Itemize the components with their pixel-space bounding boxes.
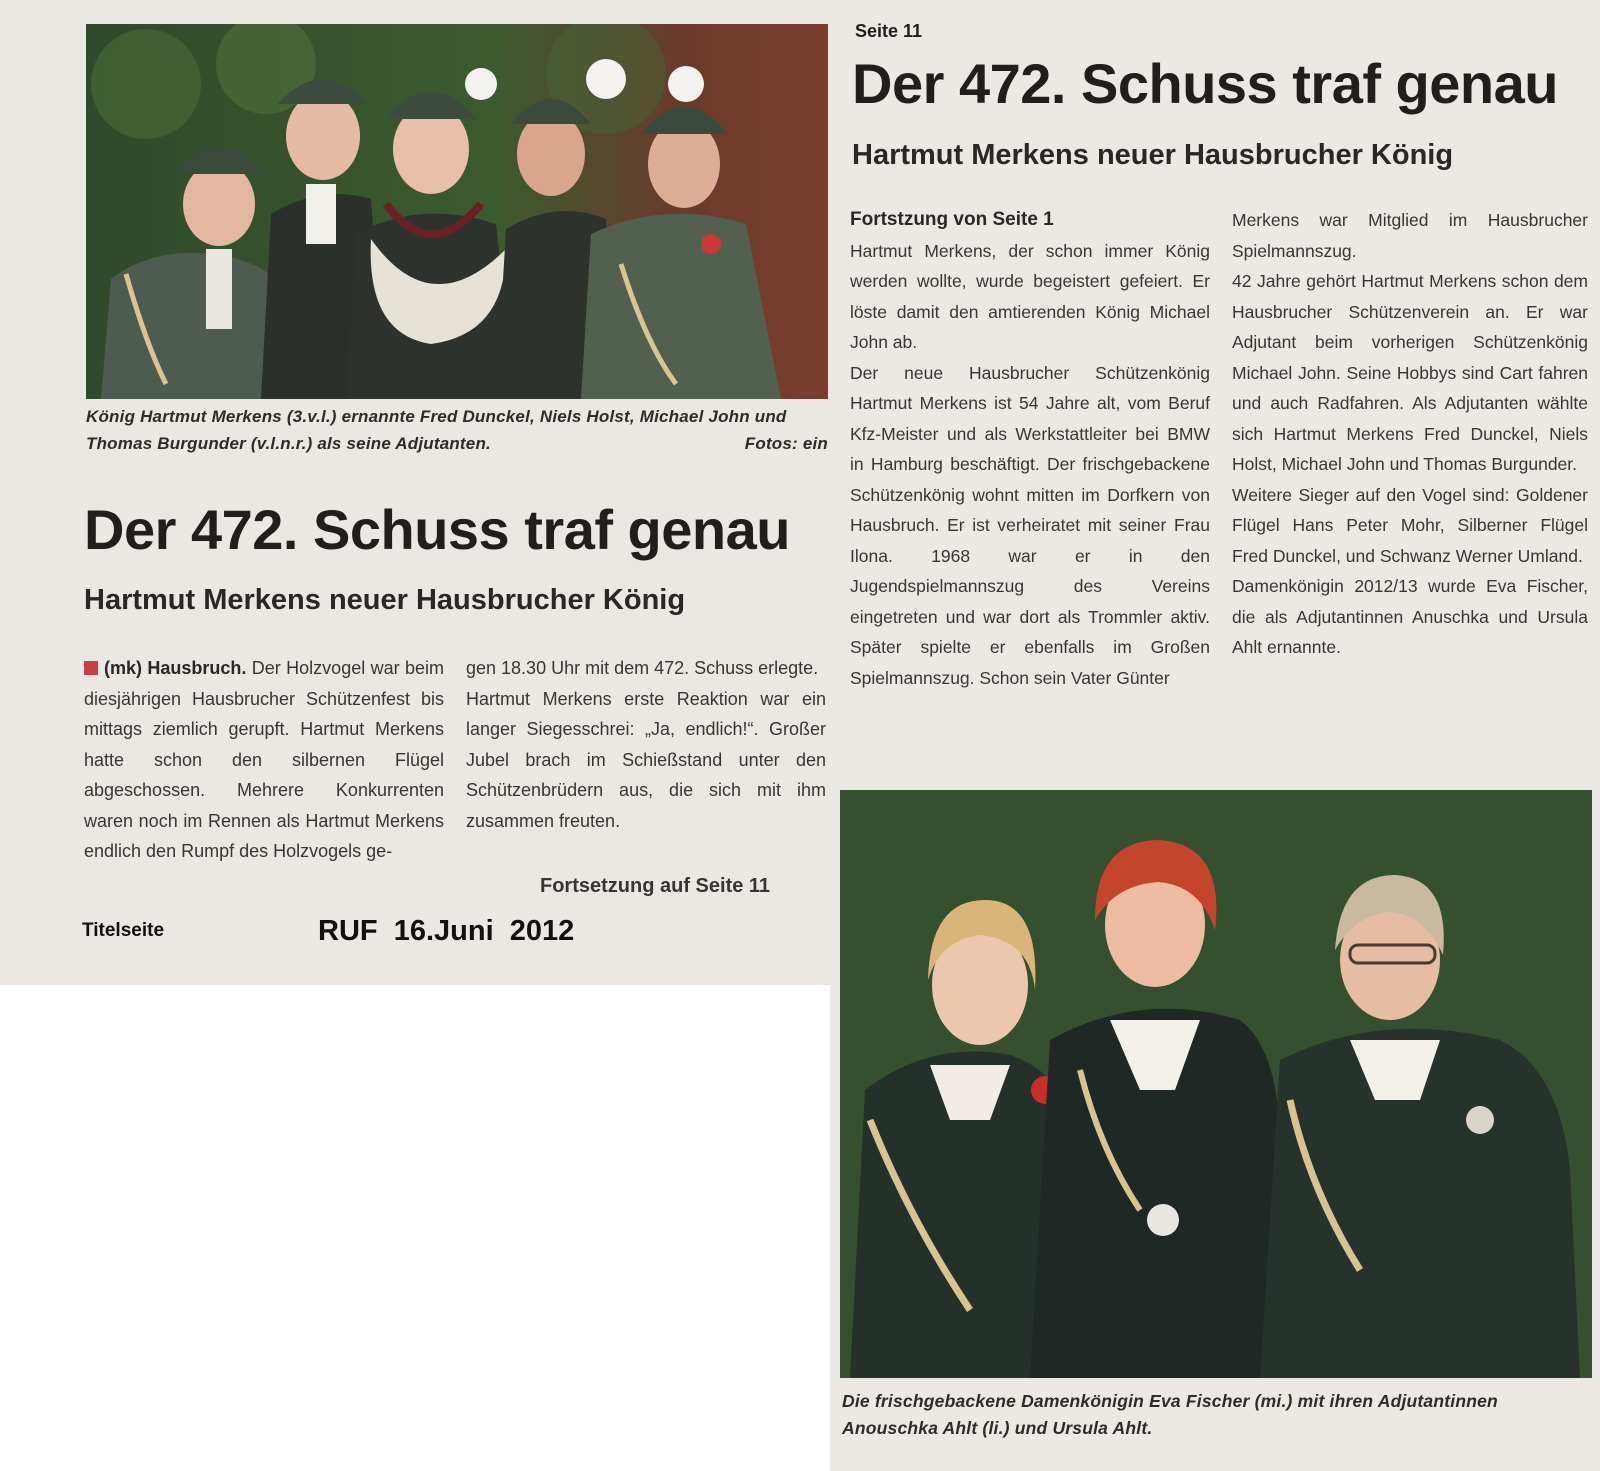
page11-col2-p4: Damenkönigin 2012/13 wurde Eva Fischer, die als Adjutantinnen Anuschka und Ursula Ahlt ernannte. [1232,576,1588,657]
page11-col2-p2: 42 Jahre gehört Hartmut Merkens schon dem Hausbrucher Schützenverein an. Er war Adjutant beim vorherigen Schützenkönig Michael John. Seine Hobbys sind Cart fahren und auch Radfahren. Als Adjutanten wählte sich Hartmut Merkens Fred Dunckel, Niels Holst, Michael John und Thomas Burgunder. [1232,271,1588,474]
page-11-clipping [830,0,1600,1471]
front-page-clipping [0,0,830,985]
front-headline: Der 472. Schuss traf genau [84,498,790,561]
front-col2-p1: gen 18.30 Uhr mit dem 472. Schuss erlegte. [466,658,819,678]
page11-col2-p1: Merkens war Mitglied im Hausbrucher Spielmannszug. [1232,210,1588,261]
caption-text: König Hartmut Merkens (3.v.l.) ernannte Fred Dunckel, Niels Holst, Michael John und Thomas Burgunder (v.l.n.r.) als seine Adjutanten. [86,407,787,453]
front-lead-paragraph [84,653,444,867]
page11-col1-p2: Der neue Hausbrucher Schützenkönig Hartmut Merkens ist 54 Jahre alt, vom Beruf Kfz-Meister und als Werkstattleiter bei BMW in Hamburg beschäftigt. Der frischgebackene Schützenkönig wohnt mitten im Dorfkern von Hausbruch. Er ist verheiratet mit seiner Frau Ilona. 1968 war er in den Jugendspielmannszug des Vereins eingetreten und war dort als Trommler aktiv. Später spielte er ebenfalls im Großen Spielmannszug. Schon sein Vater Günter [850,362,1210,688]
front-col2-p2: Hartmut Merkens erste Reaktion war ein langer Siegesschrei: „Ja, endlich!“. Großer Jubel brach im Schießstand unter den Schützenbrüdern aus, die sich mit ihm zusammen freuten. [466,688,826,831]
page11-col2-p3: Weitere Sieger auf den Vogel sind: Goldener Flügel Hans Peter Mohr, Silberner Flügel Fred Dunckel, und Schwanz Werner Umland. [1232,484,1588,566]
ladies-group-illustration [840,790,1592,1378]
kings-photo-caption [86,403,828,457]
section-label: Titelseite [82,920,165,941]
page11-subhead: Hartmut Merkens neuer Hausbrucher König [852,139,1454,171]
front-column-1 [84,653,444,867]
kicker: (mk) Hausbruch. [104,658,247,678]
section-marker [84,661,98,675]
kings-group-photo [86,24,828,399]
page11-col1-p1: Hartmut Merkens, der schon immer König werden wollte, wurde begeistert gefeiert. Er löste damit den amtierenden König Michael John ab. [850,240,1210,352]
front-col1-text: Der Holzvogel war beim diesjährigen Hausbrucher Schützenfest bis mittags ziemlich gerupft. Hartmut Merkens hatte schon den silbernen Flügel abgeschossen. Mehrere Konkurrenten waren noch im Rennen als Hartmut Merkens endlich den Rumpf des Holzvogels ge- [84,658,444,861]
photo-credit: Fotos: ein [744,434,828,453]
front-subhead: Hartmut Merkens neuer Hausbrucher König [84,584,686,616]
page11-column-1 [850,205,1210,693]
continuation-note: Fortsetzung auf Seite 11 [540,875,771,897]
page-label: Seite 11 [855,21,923,41]
kings-group-illustration [86,24,828,399]
page11-headline: Der 472. Schuss traf genau [852,52,1558,115]
front-column-2 [466,653,826,836]
page11-column-2 [1232,205,1588,663]
continued-from: Fortstzung von Seite 1 [850,209,1054,230]
source-stamp: RUF 16.Juni 2012 [318,915,575,947]
ladies-photo-caption: Die frischgebackene Damenkönigin Eva Fischer (mi.) mit ihren Adjutantinnen Anouschka Ahlt (li.) und Ursula Ahlt. [842,1391,1498,1438]
ladies-group-photo [840,790,1592,1378]
